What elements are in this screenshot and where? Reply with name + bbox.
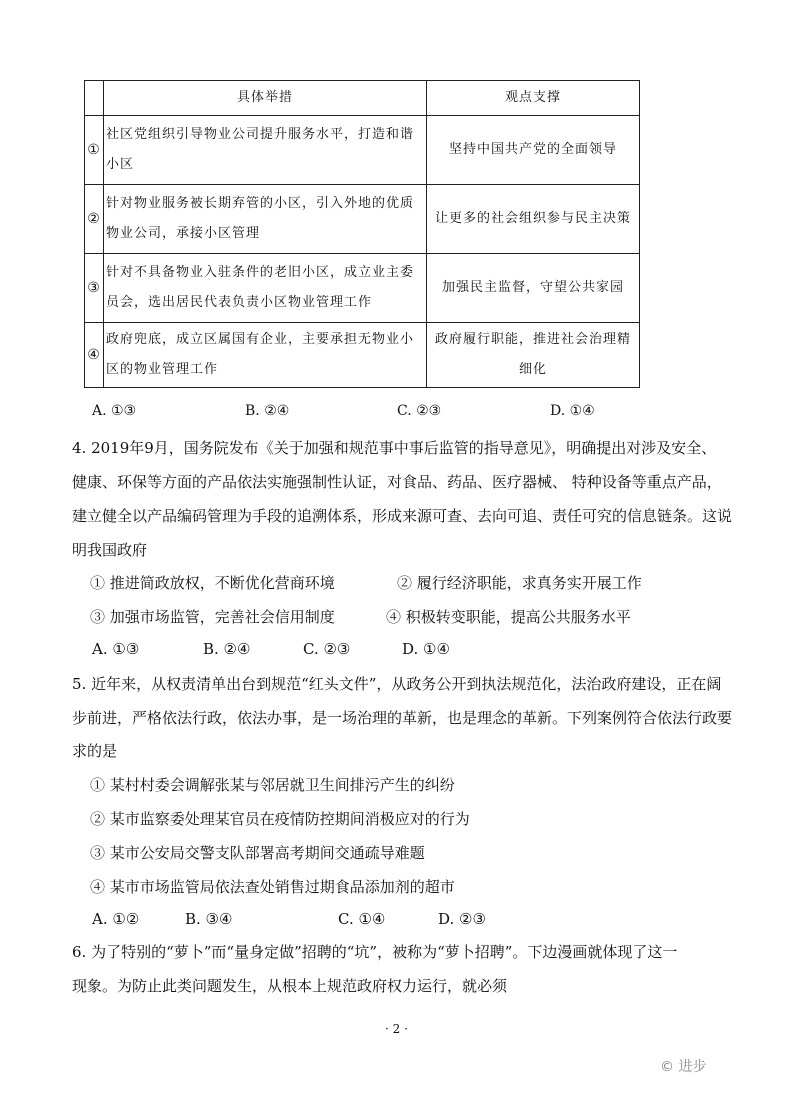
table-row — [85, 254, 640, 323]
q5-option-a: A. ①② — [92, 910, 140, 928]
table-row — [85, 323, 640, 388]
row-view: 加强民主监督，守望公共家园 — [427, 254, 640, 323]
q3-option-c: C. ②③ — [397, 403, 442, 419]
row-measure: 针对物业服务被长期弃管的小区，引入外地的优质物业公司，承接小区管理 — [104, 185, 427, 254]
row-number: ② — [85, 185, 104, 254]
table-row — [85, 185, 640, 254]
row-view: 坚持中国共产党的全面领导 — [427, 116, 640, 185]
row-number: ④ — [85, 323, 104, 388]
watermark: © 进步 — [660, 1059, 707, 1075]
q4-option-b: B. ②④ — [203, 640, 251, 658]
q5-option-c: C. ①④ — [338, 910, 386, 928]
row-view: 让更多的社会组织参与民主决策 — [427, 185, 640, 254]
q5-stem-line: 5. 近年来，从权责清单出台到规范“红头文件”，从政务公开到执法规范化，法治政府建设，正在阔 — [72, 675, 722, 693]
q4-option-d: D. ①④ — [402, 640, 450, 658]
q5-option-d: D. ②③ — [438, 910, 486, 928]
row-measure: 政府兜底，成立区属国有企业，主要承担无物业小区的物业管理工作 — [104, 323, 427, 388]
row-measure: 针对不具备物业入驻条件的老旧小区，成立业主委员会，选出居民代表负责小区物业管理工作 — [104, 254, 427, 323]
q3-option-d: D. ①④ — [550, 403, 595, 419]
q4-item-2: ② 履行经济职能，求真务实开展工作 — [397, 574, 642, 592]
table-header-row — [85, 81, 640, 116]
q6-stem-line: 现象。为防止此类问题发生，从根本上规范政府权力运行，就必须 — [72, 977, 508, 995]
q4-stem-line: 建立健全以产品编码管理为手段的追溯体系，形成来源可查、去向可追、责任可究的信息链条。这说 — [72, 507, 733, 525]
q4-item-1: ① 推进简政放权，不断优化营商环境 — [90, 574, 335, 592]
header-measure: 具体举措 — [104, 81, 427, 116]
q5-option-b: B. ③④ — [185, 910, 233, 928]
table-corner-cell — [85, 81, 104, 116]
q4-item-4: ④ 积极转变职能，提高公共服务水平 — [386, 608, 631, 626]
q4-stem-line: 健康、环保等方面的产品依法实施强制性认证，对食品、药品、医疗器械、 特种设备等重点产品， — [72, 473, 722, 491]
q4-stem-line: 4. 2019年9月，国务院发布《关于加强和规范事中事后监管的指导意见》，明确提出对涉及安全、 — [72, 439, 717, 457]
page-number: · 2 · — [385, 1022, 408, 1036]
q4-item-3: ③ 加强市场监管，完善社会信用制度 — [90, 608, 335, 626]
row-number: ① — [85, 116, 104, 185]
q5-item: ③ 某市公安局交警支队部署高考期间交通疏导难题 — [90, 844, 425, 862]
q3-option-a: A. ①③ — [92, 403, 137, 419]
q5-item: ① 某村村委会调解张某与邻居就卫生间排污产生的纠纷 — [90, 776, 455, 794]
q5-item: ④ 某市市场监管局依法查处销售过期食品添加剂的超市 — [90, 878, 455, 896]
q3-table — [84, 80, 640, 388]
q5-stem-line: 求的是 — [72, 742, 118, 760]
table-row — [85, 116, 640, 185]
q4-option-c: C. ②③ — [303, 640, 351, 658]
row-number: ③ — [85, 254, 104, 323]
q4-stem-line: 明我国政府 — [72, 541, 148, 559]
q4-option-a: A. ①③ — [92, 640, 140, 658]
row-view: 政府履行职能，推进社会治理精细化 — [427, 323, 640, 388]
q5-stem-line: 步前进，严格依法行政，依法办事，是一场治理的革新，也是理念的革新。下列案例符合依法行政要 — [72, 709, 733, 727]
row-measure: 社区党组织引导物业公司提升服务水平，打造和谐小区 — [104, 116, 427, 185]
header-view: 观点支撑 — [427, 81, 640, 116]
q3-option-b: B. ②④ — [245, 403, 290, 419]
q5-item: ② 某市监察委处理某官员在疫情防控期间消极应对的行为 — [90, 810, 470, 828]
q6-stem-line: 6. 为了特别的“萝卜”而“量身定做”招聘的“坑”，被称为“萝卜招聘”。下边漫画就体现了这一 — [72, 943, 678, 961]
